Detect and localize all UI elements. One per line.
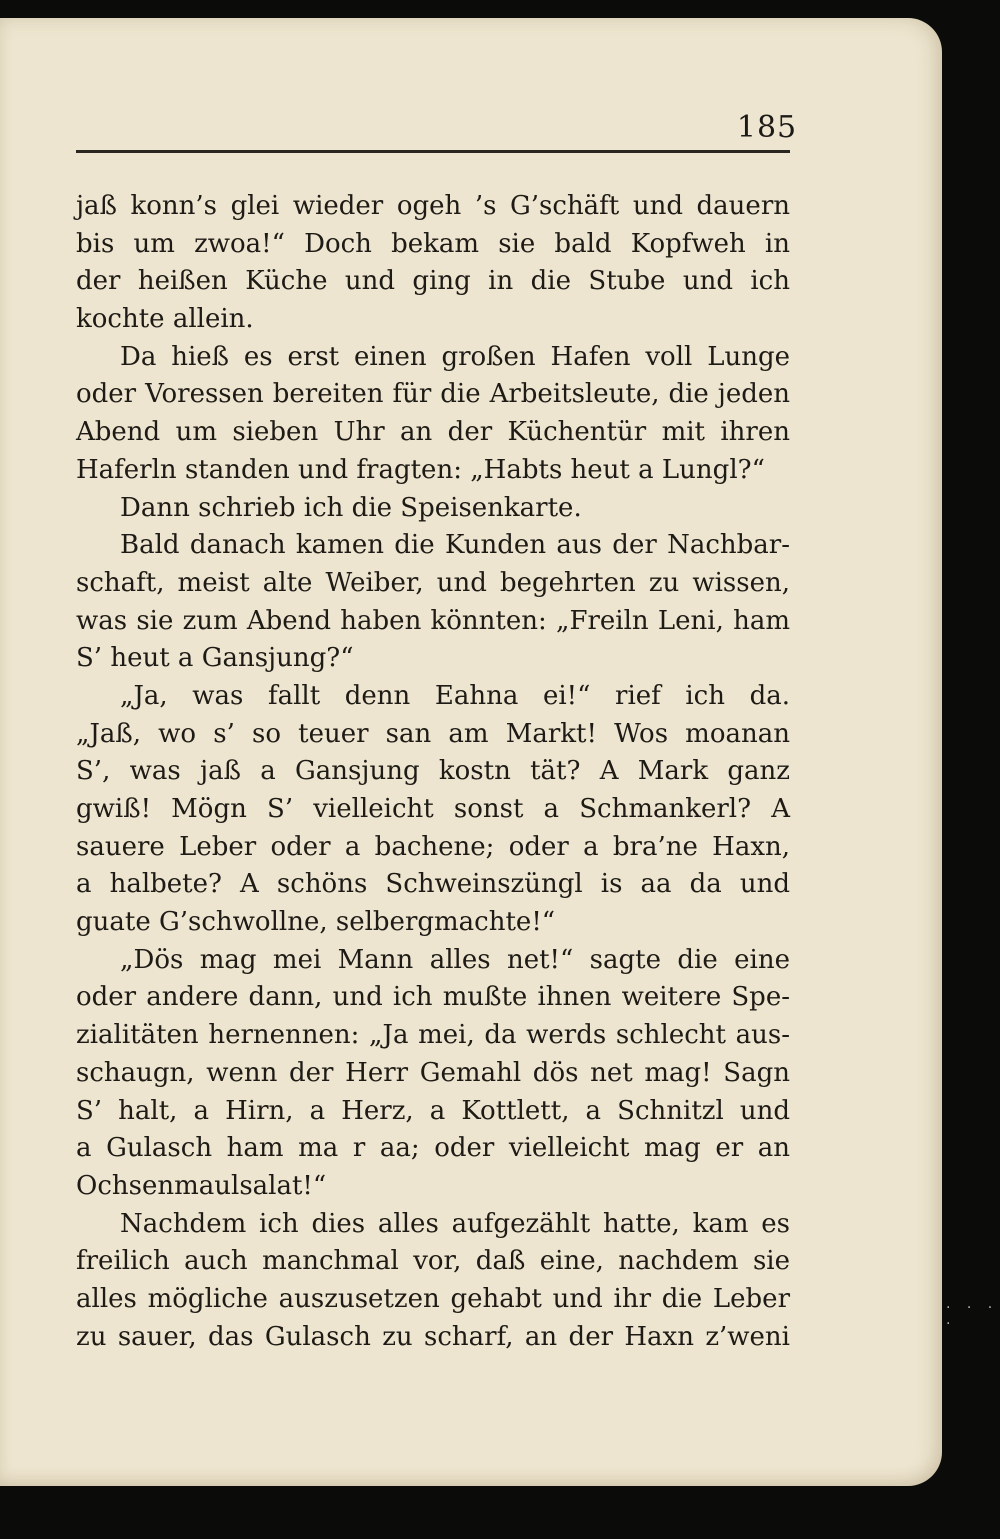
text-line: der heißen Küche und ging in die Stube und ich	[76, 266, 790, 297]
text-line: bis um zwoa!“ Doch bekam sie bald Kopfweh in	[76, 228, 790, 259]
text-line: „Ja, was fallt denn Eahna ei!“ rief ich da.	[120, 680, 790, 711]
body-text	[76, 188, 790, 1356]
text-line: jaß konn’s glei wieder ogeh ’s G’schäft und dauern	[76, 191, 790, 221]
text-line: schaft, meist alte Weiber, und begehrten zu wissen,	[76, 567, 790, 598]
text-line: a Gulasch ham ma r aa; oder vielleicht mag er an	[76, 1133, 790, 1164]
text-line: S’ halt, a Hirn, a Herz, a Kottlett, a Schnitzl und	[76, 1095, 790, 1126]
text-line: Abend um sieben Uhr an der Küchentür mit ihren	[76, 417, 790, 448]
text-line: a halbete? A schöns Schweinszüngl is aa da und	[76, 869, 790, 900]
text-line: sauere Leber oder a bachene; oder a bra’ne Haxn,	[76, 831, 790, 862]
page-edge-marks: · · · ·	[946, 1300, 999, 1332]
text-line: gwiß! Mögn S’ vielleicht sonst a Schmankerl? A	[76, 794, 790, 824]
text-line: freilich auch manchmal vor, daß eine, nachdem sie	[76, 1246, 790, 1277]
text-line: Da hieß es erst einen großen Hafen voll Lunge	[120, 341, 790, 372]
text-line: zialitäten hernennen: „Ja mei, da werds schlecht aus-	[76, 1020, 790, 1051]
book-page	[0, 18, 942, 1486]
text-line: oder Voressen bereiten für die Arbeitsleute, die jeden	[76, 379, 790, 410]
text-line: guate G’schwollne, selbergmachte!“	[76, 907, 556, 938]
text-line: Nachdem ich dies alles aufgezählt hatte, kam es	[120, 1208, 790, 1239]
text-line: schaugn, wenn der Herr Gemahl dös net mag! Sagn	[76, 1057, 790, 1088]
text-line: oder andere dann, und ich mußte ihnen weitere Spe-	[76, 982, 790, 1013]
text-line: Bald danach kamen die Kunden aus der Nachbar-	[120, 530, 790, 561]
text-line: Ochsenmaulsalat!“	[76, 1170, 327, 1201]
text-line: Dann schrieb ich die Speisenkarte.	[120, 492, 582, 523]
page-number: 185	[736, 110, 798, 145]
text-line: alles mögliche auszusetzen gehabt und ihr die Leber	[76, 1283, 790, 1314]
text-line: zu sauer, das Gulasch zu scharf, an der Haxn z’weni	[76, 1321, 790, 1352]
text-line: Haferln standen und fragten: „Habts heut a Lungl?“	[76, 454, 765, 485]
text-line: S’ heut a Gansjung?“	[76, 643, 354, 674]
text-line: kochte allein.	[76, 304, 254, 335]
text-line: „Dös mag mei Mann alles net!“ sagte die eine	[120, 944, 790, 975]
text-line: „Jaß, wo s’ so teuer san am Markt! Wos moanan	[76, 718, 790, 749]
header-rule	[76, 150, 790, 153]
text-line: S’, was jaß a Gansjung kostn tät? A Mark ganz	[76, 756, 790, 787]
text-line: was sie zum Abend haben könnten: „Freiln Leni, ham	[76, 605, 790, 636]
